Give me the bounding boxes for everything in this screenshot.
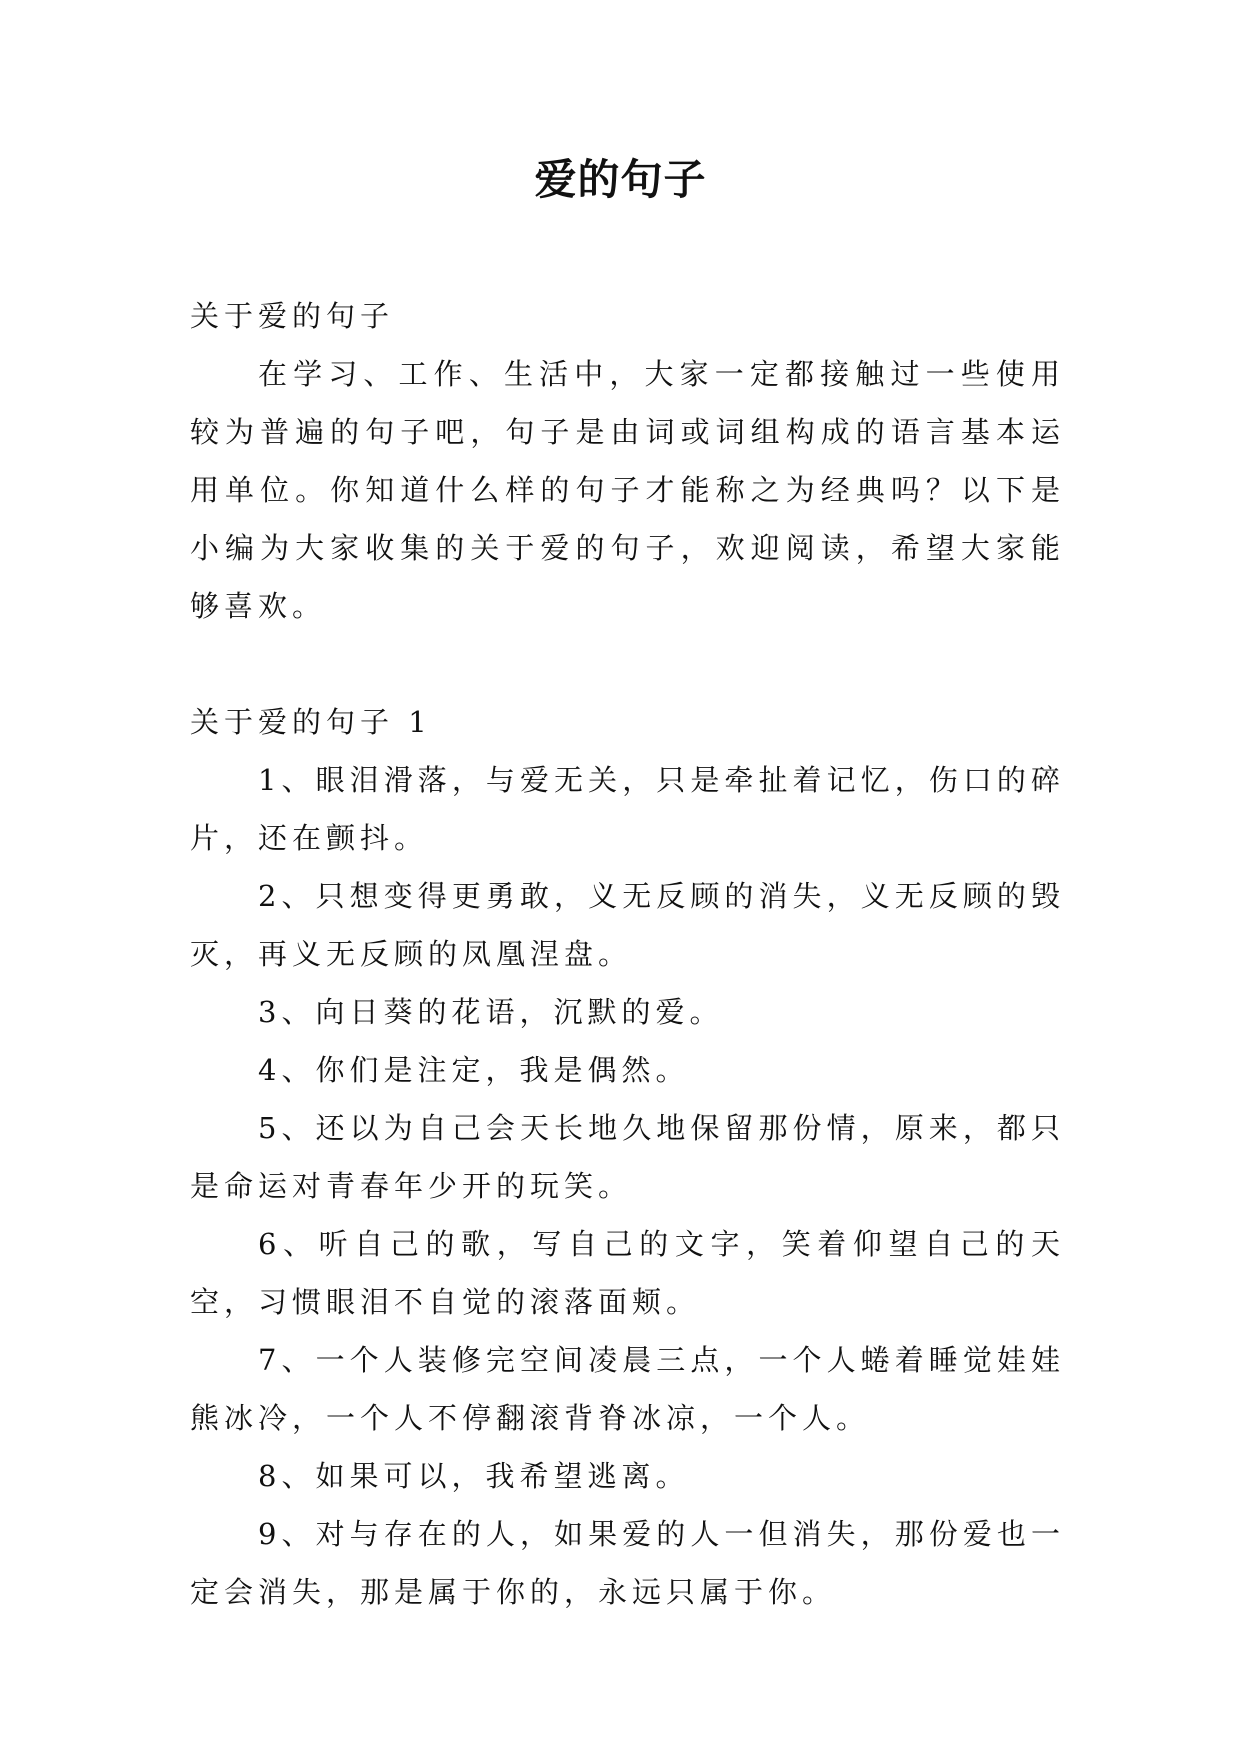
list-item: 1、眼泪滑落，与爱无关，只是牵扯着记忆，伤口的碎片，还在颤抖。: [190, 763, 1065, 855]
list-item: 4、你们是注定，我是偶然。: [258, 1053, 690, 1087]
list-item: 5、还以为自己会天长地久地保留那份情，原来，都只是命运对青春年少开的玩笑。: [190, 1111, 1065, 1203]
document-title: 爱的句子: [534, 155, 707, 204]
list-item: 7、一个人装修完空间凌晨三点，一个人蜷着睡觉娃娃熊冰冷，一个人不停翻滚背脊冰凉，一个人。: [190, 1343, 1065, 1435]
document-body: [190, 287, 1065, 1621]
intro-heading: 关于爱的句子: [190, 299, 395, 333]
list-item: 3、向日葵的花语，沉默的爱。: [258, 995, 724, 1029]
section-spacer: [190, 635, 1065, 693]
intro-paragraph: 在学习、工作、生活中，大家一定都接触过一些使用较为普遍的句子吧，句子是由词或词组构成的语言基本运用单位。你知道什么样的句子才能称之为经典吗？以下是小编为大家收集的关于爱的句子，欢迎阅读，希望大家能够喜欢。: [190, 357, 1065, 623]
section-heading: 关于爱的句子 1: [190, 705, 432, 739]
list-item: 9、对与存在的人，如果爱的人一但消失，那份爱也一定会消失，那是属于你的，永远只属于你。: [190, 1517, 1065, 1609]
list-item: 6、听自己的歌，写自己的文字，笑着仰望自己的天空，习惯眼泪不自觉的滚落面颊。: [190, 1227, 1065, 1319]
list-item: 8、如果可以，我希望逃离。: [258, 1459, 690, 1493]
list-item: 2、只想变得更勇敢，义无反顾的消失，义无反顾的毁灭，再义无反顾的凤凰涅盘。: [190, 879, 1065, 971]
